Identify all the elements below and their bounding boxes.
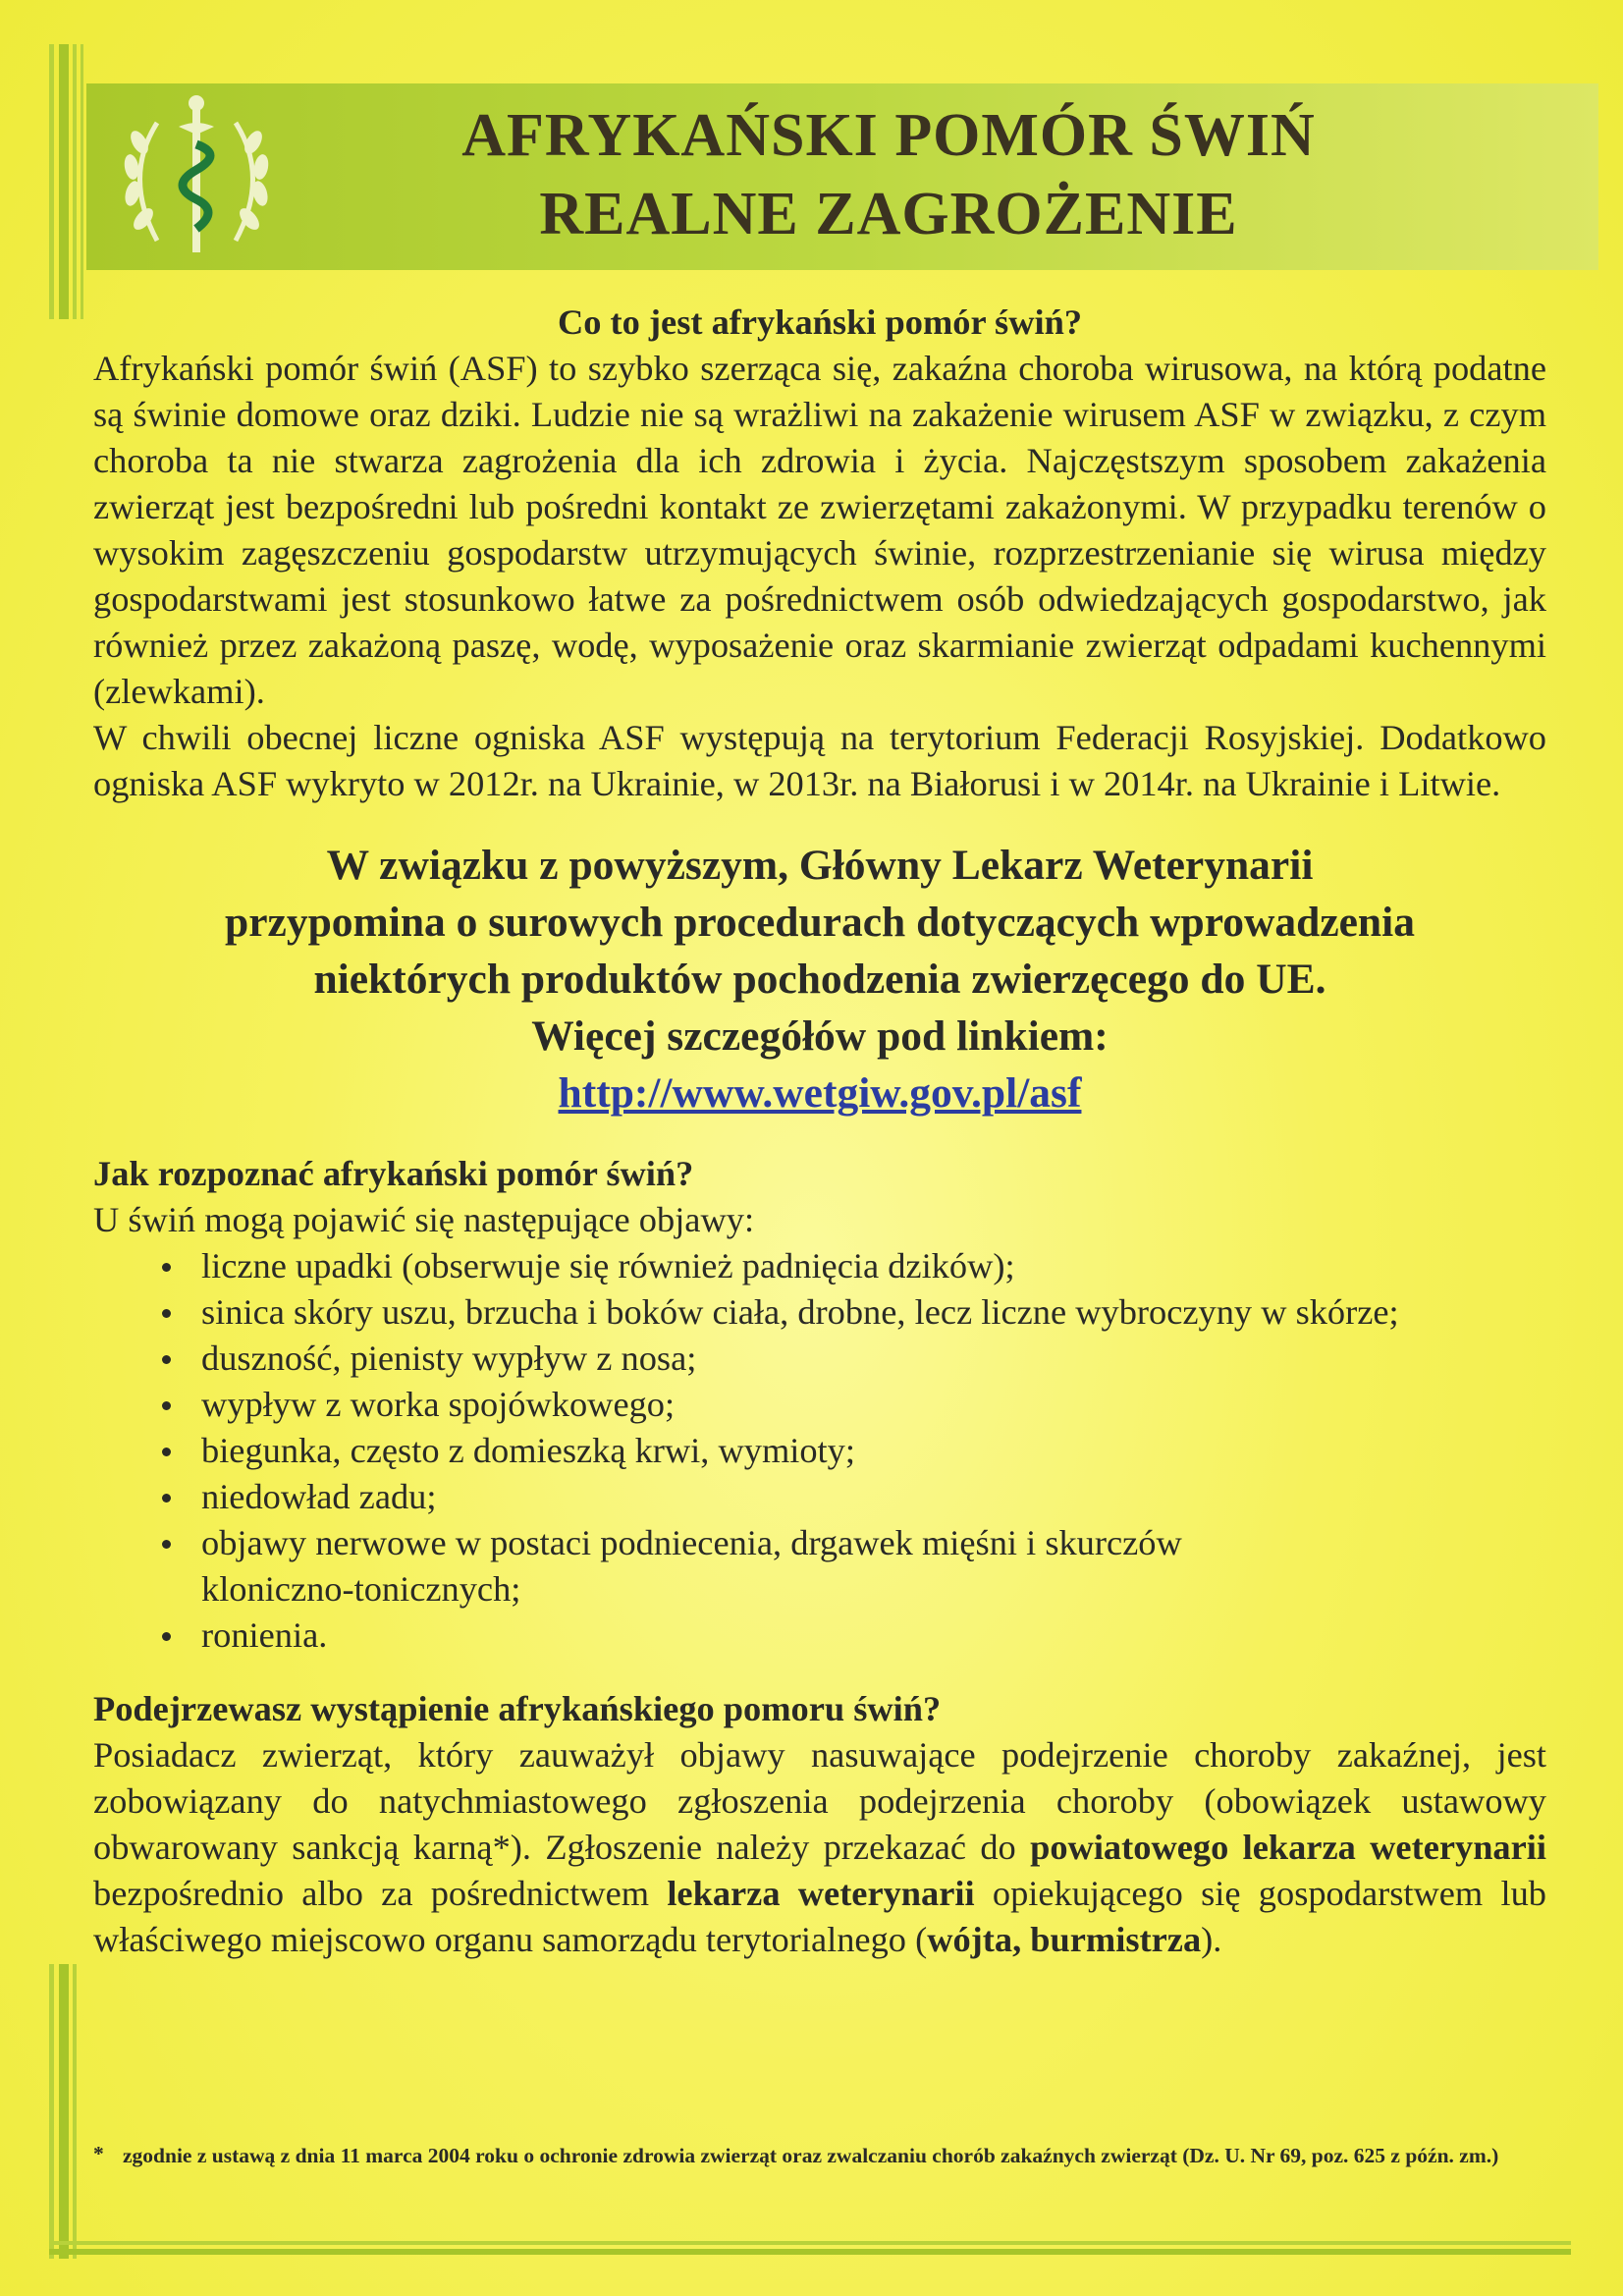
list-item: [93, 1520, 1262, 1613]
list-item-text: wypływ z worka spojówkowego;: [201, 1385, 676, 1424]
symptom-list: [93, 1243, 1546, 1659]
decor-bar: [49, 1964, 54, 2259]
main-content: [93, 300, 1546, 1963]
list-item: [93, 1243, 1546, 1289]
bullet-icon: [162, 1401, 171, 1410]
paragraph: U świń mogą pojawić się następujące objawy:: [93, 1200, 755, 1239]
paragraph: Afrykański pomór świń (ASF) to szybko szerząca się, zakaźna choroba wirusowa, na którą podatne są świnie domowe oraz dziki. Ludzie nie są wrażliwi na zakażenie wirusem ASF w związku, z czym choroba ta nie stwarza zagrożenia dla ich zdrowia i życia. Najczęstszym sposobem zakażenia zwierząt jest bezpośredni lub pośredni kontakt ze zwierzętami zakażonymi. W przypadku terenów o wysokim zagęszczeniu gospodarstw utrzymujących świnie, rozprzestrzenianie się wirusa między gospodarstwami jest stosunkowo łatwe za pośrednictwem osób odwiedzających gospodarstwo, jak również przez zakażoną paszę, wodę, wyposażenie oraz skarmianie zwierząt odpadami kuchennymi (zlewkami).: [93, 349, 1546, 711]
decor-bar: [73, 44, 77, 319]
footnote-marker: *: [93, 2142, 104, 2165]
notice-line: Więcej szczegółów pod linkiem:: [531, 1012, 1109, 1060]
decor-bar: [73, 1964, 77, 2259]
list-item-text: duszność, pienisty wypływ z nosa;: [201, 1339, 697, 1378]
list-item: [93, 1474, 1546, 1520]
bullet-icon: [162, 1494, 171, 1503]
section-heading: Jak rozpoznać afrykański pomór świń?: [93, 1154, 694, 1193]
list-item: [93, 1613, 1546, 1659]
title-line: REALNE ZAGROŻENIE: [539, 181, 1238, 247]
text-run-bold: powiatowego lekarza weterynarii: [1030, 1828, 1546, 1867]
decor-bar: [49, 44, 54, 319]
caduceus-wreath-icon: [88, 83, 304, 280]
bullet-icon: [162, 1632, 171, 1641]
paragraph: W chwili obecnej liczne ogniska ASF występują na terytorium Federacji Rosyjskiej. Dodatkowo ogniska ASF wykryto w 2012r. na Ukrainie, w 2013r. na Białorusi i w 2014r. na Ukrainie i Litwie.: [93, 718, 1546, 803]
notice-line: niektórych produktów pochodzenia zwierzęcego do UE.: [313, 956, 1326, 1003]
section-heading: Podejrzewasz wystąpienie afrykańskiego pomoru świń?: [93, 1689, 942, 1728]
notice-line: W związku z powyższym, Główny Lekarz Weterynarii: [326, 842, 1314, 889]
notice-block: [93, 837, 1546, 1121]
section-heading: Co to jest afrykański pomór świń?: [557, 302, 1083, 342]
notice-line: przypomina o surowych procedurach dotyczących wprowadzenia: [225, 899, 1415, 946]
bullet-icon: [162, 1355, 171, 1364]
text-run-bold: wójta, burmistrza: [927, 1920, 1202, 1959]
text-run: opiekującego się gospodarstwem lub właściwego miejscowo organu samorządu terytorialnego (: [93, 1874, 1546, 1959]
page-title: [324, 96, 1453, 253]
list-item: [93, 1428, 1546, 1474]
list-item: [93, 1336, 1546, 1382]
list-item: [93, 1382, 1546, 1428]
list-item-text: sinica skóry uszu, brzucha i boków ciała, drobne, lecz liczne wybroczyny w skórze;: [201, 1292, 1399, 1332]
decor-bar: [81, 44, 83, 319]
bullet-icon: [162, 1540, 171, 1549]
text-run: ).: [1201, 1920, 1222, 1959]
text-run: bezpośrednio albo za pośrednictwem: [93, 1874, 668, 1913]
bullet-icon: [162, 1448, 171, 1456]
decor-bar: [59, 1964, 69, 2259]
bullet-icon: [162, 1309, 171, 1318]
list-item-text: liczne upadki (obserwuje się również padnięcia dzików);: [201, 1246, 1015, 1285]
list-item: [93, 1289, 1546, 1336]
text-run-bold: lekarza weterynarii: [667, 1874, 975, 1913]
decor-bar: [49, 2249, 1571, 2255]
title-line: AFRYKAŃSKI POMÓR ŚWIŃ: [461, 102, 1316, 169]
paragraph: [93, 1732, 1546, 1963]
list-item-text: ronienia.: [201, 1615, 328, 1655]
bullet-icon: [162, 1263, 171, 1272]
list-item-text: niedowład zadu;: [201, 1477, 437, 1516]
footnote: [93, 2141, 1546, 2171]
decor-bar: [49, 2241, 1571, 2245]
decor-bar: [59, 44, 69, 319]
text-run: Posiadacz zwierząt, który zauważył objawy nasuwające podejrzenie choroby zakaźnej, jest zobowiązany do natychmiastowego zgłoszenia podejrzenia choroby (obowiązek ustawowy obwarowany sankcją karną*). Zgłoszenie należy przekazać do: [93, 1735, 1546, 1867]
list-item-text: biegunka, często z domieszką krwi, wymioty;: [201, 1431, 855, 1470]
list-item-text: objawy nerwowe w postaci podniecenia, drgawek mięśni i skurczów kloniczno-tonicznych;: [201, 1523, 1182, 1609]
footnote-text: zgodnie z ustawą z dnia 11 marca 2004 roku o ochronie zdrowia zwierząt oraz zwalczaniu chorób zakaźnych zwierząt (Dz. U. Nr 69, poz. 625 z późn. zm.): [123, 2144, 1499, 2167]
asf-link[interactable]: http://www.wetgiw.gov.pl/asf: [558, 1069, 1082, 1117]
